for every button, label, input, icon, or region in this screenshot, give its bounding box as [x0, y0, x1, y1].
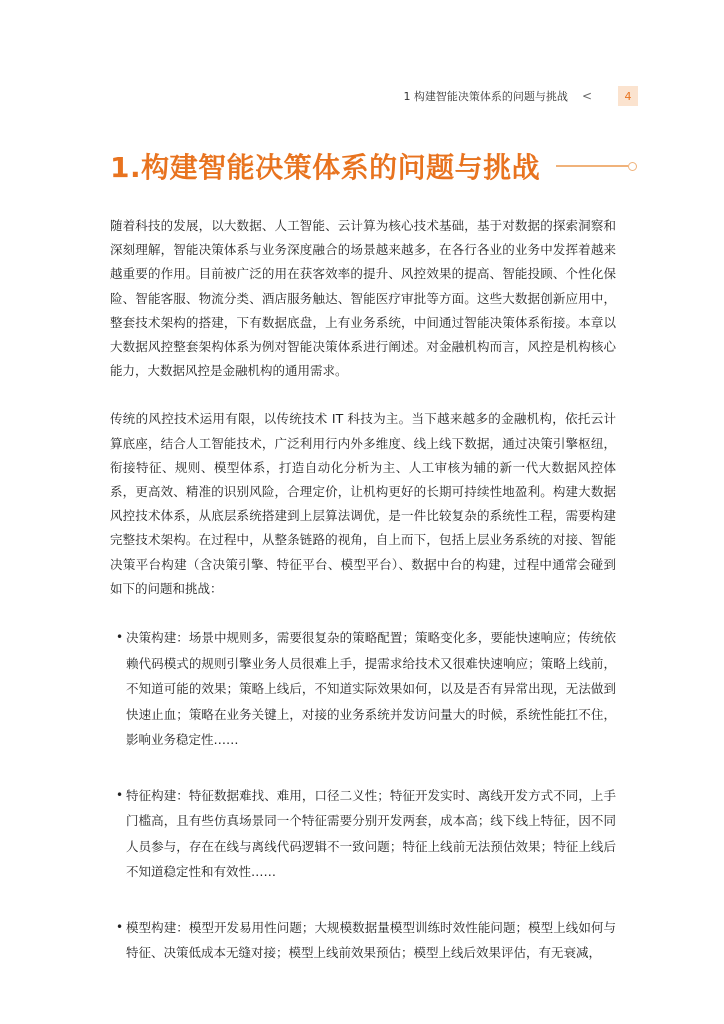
title-decoration-line [556, 165, 628, 167]
challenge-list [110, 625, 616, 966]
bullet-icon: • [116, 630, 124, 645]
section-heading [110, 146, 637, 186]
main-content [110, 214, 616, 996]
list-item-decision [110, 625, 616, 753]
title-decoration-dot-icon [628, 162, 637, 171]
paragraph-2: 传统的风控技术运用有限，以传统技术 IT 科技为主。当下越来越多的金融机构，依托云计算底座，结合人工智能技术，广泛利用行内外多维度、线上线下数据，通过决策引擎枢纽，衔接特征、规则、模型体系，打造自动化分析为主、人工审核为辅的新一代大数据风控体系，更高效、精准的识别风险，合理定价，让机构更好的长期可持续性地盈利。构建大数据风控技术体系，从底层系统搭建到上层算法调优，是一件比较复杂的系统性工程，需要构建完整技术架构。在过程中，从整条链路的视角，自上而下，包括上层业务系统的对接、智能决策平台构建（含决策引擎、特征平台、模型平台）、数据中台的构建，过程中通常会碰到如下的问题和挑战： [110, 411, 616, 596]
bullet-icon: • [116, 919, 124, 934]
list-item-text: 模型构建：模型开发易用性问题；大规模数据量模型训练时效性能问题；模型上线如何与特征、决策低成本无缝对接；模型上线前效果预估；模型上线后效果评估，有无衰减， [126, 919, 616, 961]
section-title: 1.构建智能决策体系的问题与挑战 [110, 151, 541, 184]
list-item-text: 决策构建：场景中规则多，需要很复杂的策略配置；策略变化多，要能快速响应；传统依赖代码模式的规则引擎业务人员很难上手，提需求给技术又很难快速响应；策略上线前，不知道可能的效果；策略上线后，不知道实际效果如何，以及是否有异常出现，无法做到快速止血；策略在业务关键上，对接的业务系统并发访问量大的时候，系统性能扛不住，影响业务稳定性…… [126, 630, 616, 748]
running-title: 1 构建智能决策体系的问题与挑战 [403, 90, 568, 103]
list-item-model [110, 915, 616, 966]
page-number: 4 [618, 86, 638, 106]
running-header [403, 86, 632, 106]
list-item-text: 特征构建：特征数据难找、难用，口径二义性；特征开发实时、离线开发方式不同，上手门槛高，且有些仿真场景同一个特征需要分别开发两套，成本高；线下线上特征，因不同人员参与，存在在线与离线代码逻辑不一致问题；特征上线前无法预估效果；特征上线后不知道稳定性和有效性…… [126, 787, 616, 880]
bullet-icon: • [116, 787, 124, 802]
paragraph-1: 随着科技的发展，以大数据、人工智能、云计算为核心技术基础，基于对数据的探索洞察和深刻理解，智能决策体系与业务深度融合的场景越来越多，在各行各业的业务中发挥着越来越重要的作用。目前被广泛的用在获客效率的提升、风控效果的提高、智能投顾、个性化保险、智能客服、物流分类、酒店服务触达、智能医疗审批等方面。这些大数据创新应用中，整套技术架构的搭建，下有数据底盘，上有业务系统，中间通过智能决策体系衔接。本章以大数据风控整套架构体系为例对智能决策体系进行阐述。对金融机构而言，风控是机构核心能力，大数据风控是金融机构的通用需求。 [110, 218, 616, 379]
list-item-feature [110, 783, 616, 885]
chevron-left-icon: < [581, 89, 592, 103]
